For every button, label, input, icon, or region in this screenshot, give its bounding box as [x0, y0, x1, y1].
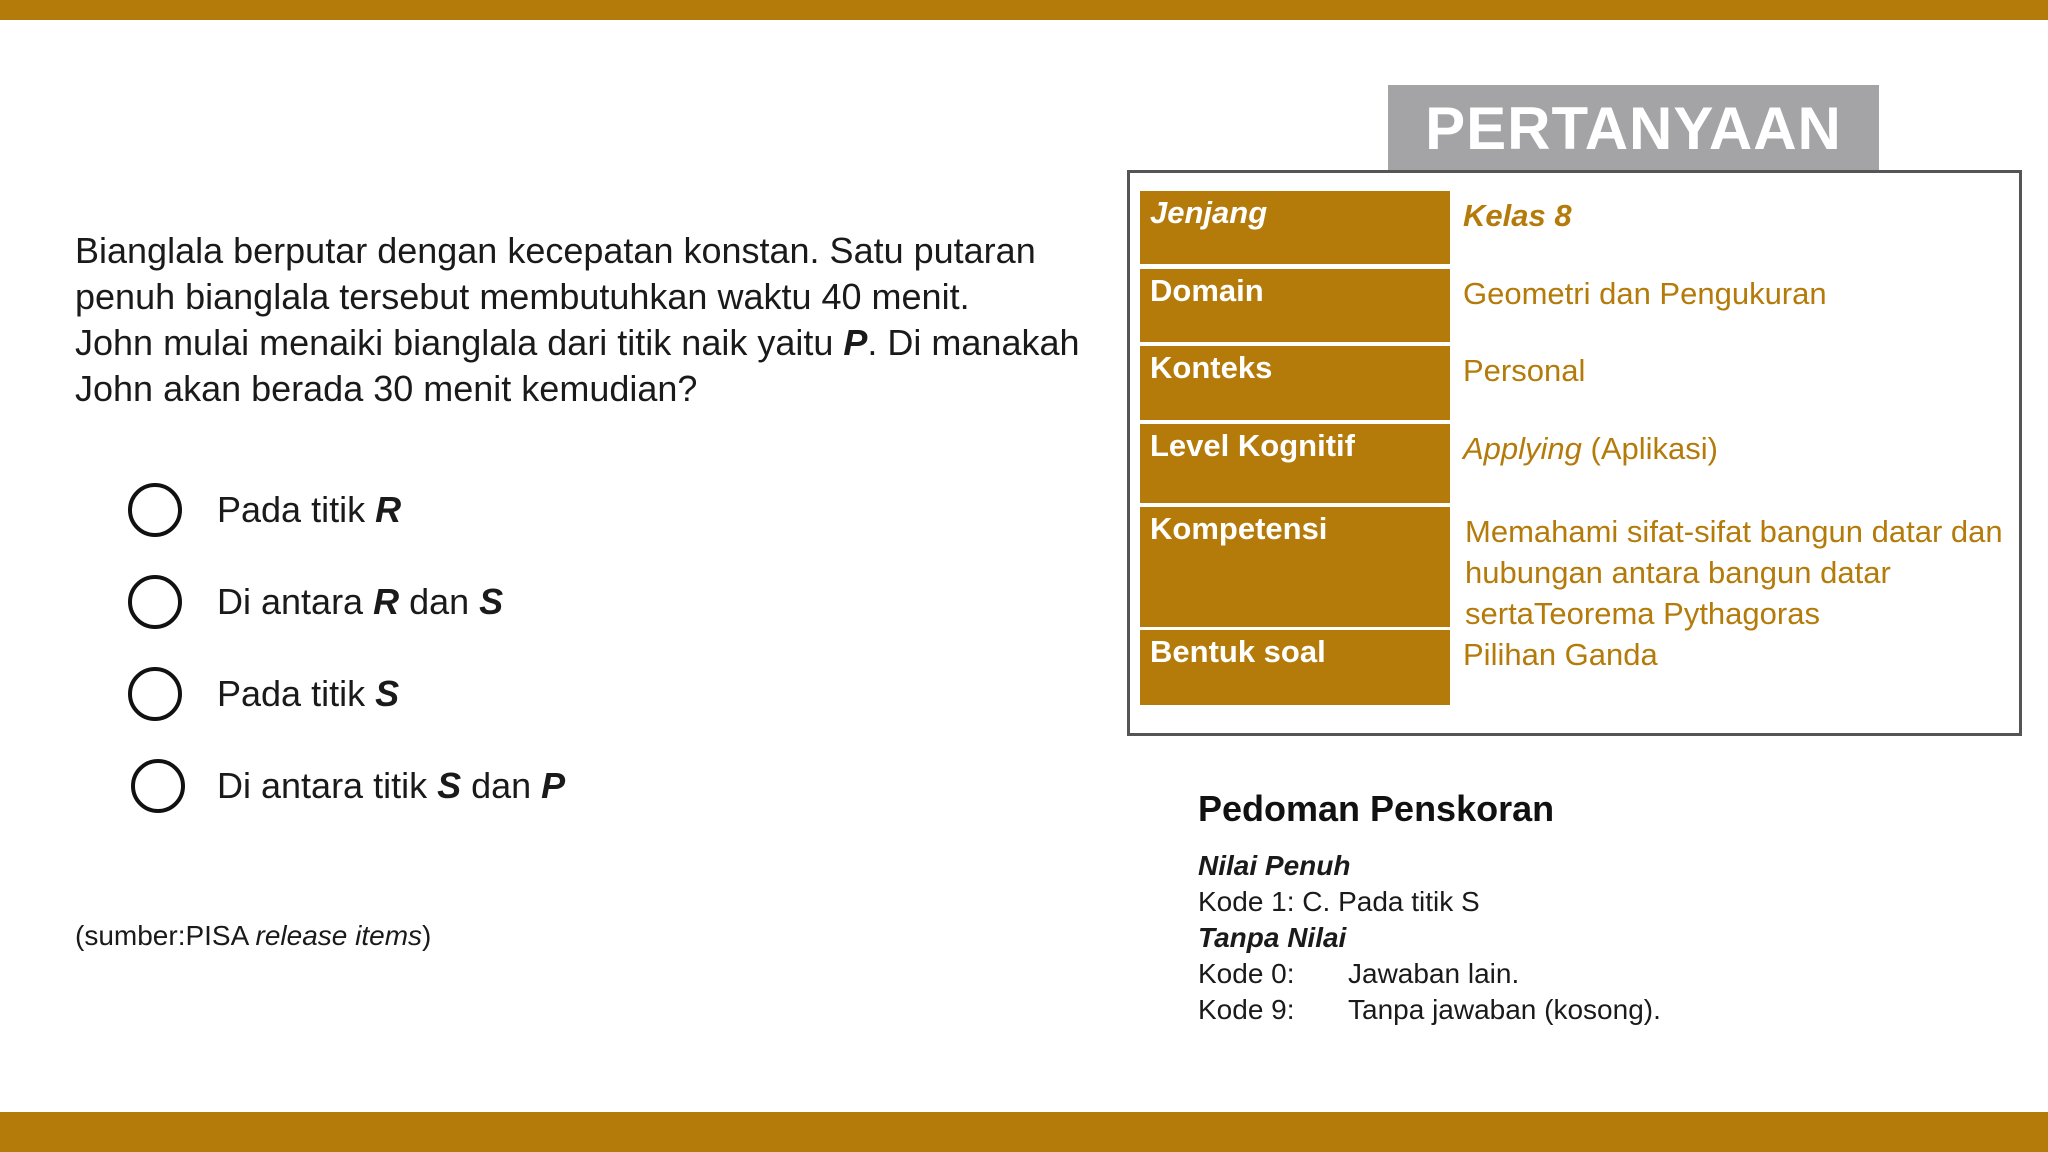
radio-circle-icon[interactable]: [128, 575, 182, 629]
radio-circle-icon[interactable]: [131, 759, 185, 813]
full-score-code: Kode 1: C. Pada titik S: [1198, 886, 1480, 917]
info-value: Pilihan Ganda: [1463, 637, 1658, 672]
top-accent-bar: [0, 0, 2048, 20]
info-label: Domain: [1140, 269, 1450, 342]
info-value: Memahami sifat-sifat bangun datar dan hubungan antara bangun datar sertaTeorema Pythagoras: [1465, 514, 2003, 631]
info-row-bentuk-soal: [1140, 630, 2010, 705]
info-label: Kompetensi: [1140, 507, 1450, 627]
option-label: Di antara R dan S: [217, 581, 504, 622]
question-line-1: Bianglala berputar dengan kecepatan konstan. Satu putaran penuh bianglala tersebut membutuhkan waktu 40 menit.: [75, 230, 1036, 317]
scoring-title: Pedoman Penskoran: [1198, 788, 1555, 829]
info-value: Personal: [1463, 353, 1586, 388]
info-value: Kelas 8: [1463, 198, 1572, 233]
radio-circle-icon[interactable]: [128, 483, 182, 537]
info-label: Level Kognitif: [1140, 424, 1450, 503]
option-label: Di antara titik S dan P: [217, 765, 566, 806]
question-line-2: John mulai menaiki bianglala dari titik naik yaitu P. Di manakah John akan berada 30 menit kemudian?: [75, 322, 1080, 409]
info-row-level-kognitif: [1140, 424, 2010, 503]
info-row-domain: [1140, 269, 2010, 342]
option-label: Pada titik S: [217, 673, 400, 714]
source-note: (sumber:PISA release items): [75, 920, 432, 951]
info-label: Konteks: [1140, 346, 1450, 420]
radio-circle-icon[interactable]: [128, 667, 182, 721]
info-label: Jenjang: [1140, 191, 1450, 264]
question-text: [75, 228, 1085, 412]
point-label: P: [843, 322, 868, 363]
no-score-code-9: Kode 9: Tanpa jawaban (kosong).: [1198, 994, 1661, 1025]
info-row-jenjang: [1140, 191, 2010, 264]
info-row-kompetensi: [1140, 507, 2010, 631]
info-label: Bentuk soal: [1140, 630, 1450, 705]
bottom-accent-bar: [0, 1112, 2048, 1152]
no-score-label: Tanpa Nilai: [1198, 922, 1347, 953]
question-header-tab: PERTANYAAN: [1388, 85, 1879, 171]
info-row-konteks: [1140, 346, 2010, 420]
info-value: Geometri dan Pengukuran: [1463, 276, 1827, 311]
option-label: Pada titik R: [217, 489, 402, 530]
scoring-guide: [1198, 788, 1998, 1028]
full-score-label: Nilai Penuh: [1198, 850, 1351, 881]
no-score-code-0: Kode 0: Jawaban lain.: [1198, 958, 1520, 989]
question-info-table: [1127, 170, 2022, 736]
info-value: Applying (Aplikasi): [1463, 431, 1719, 466]
